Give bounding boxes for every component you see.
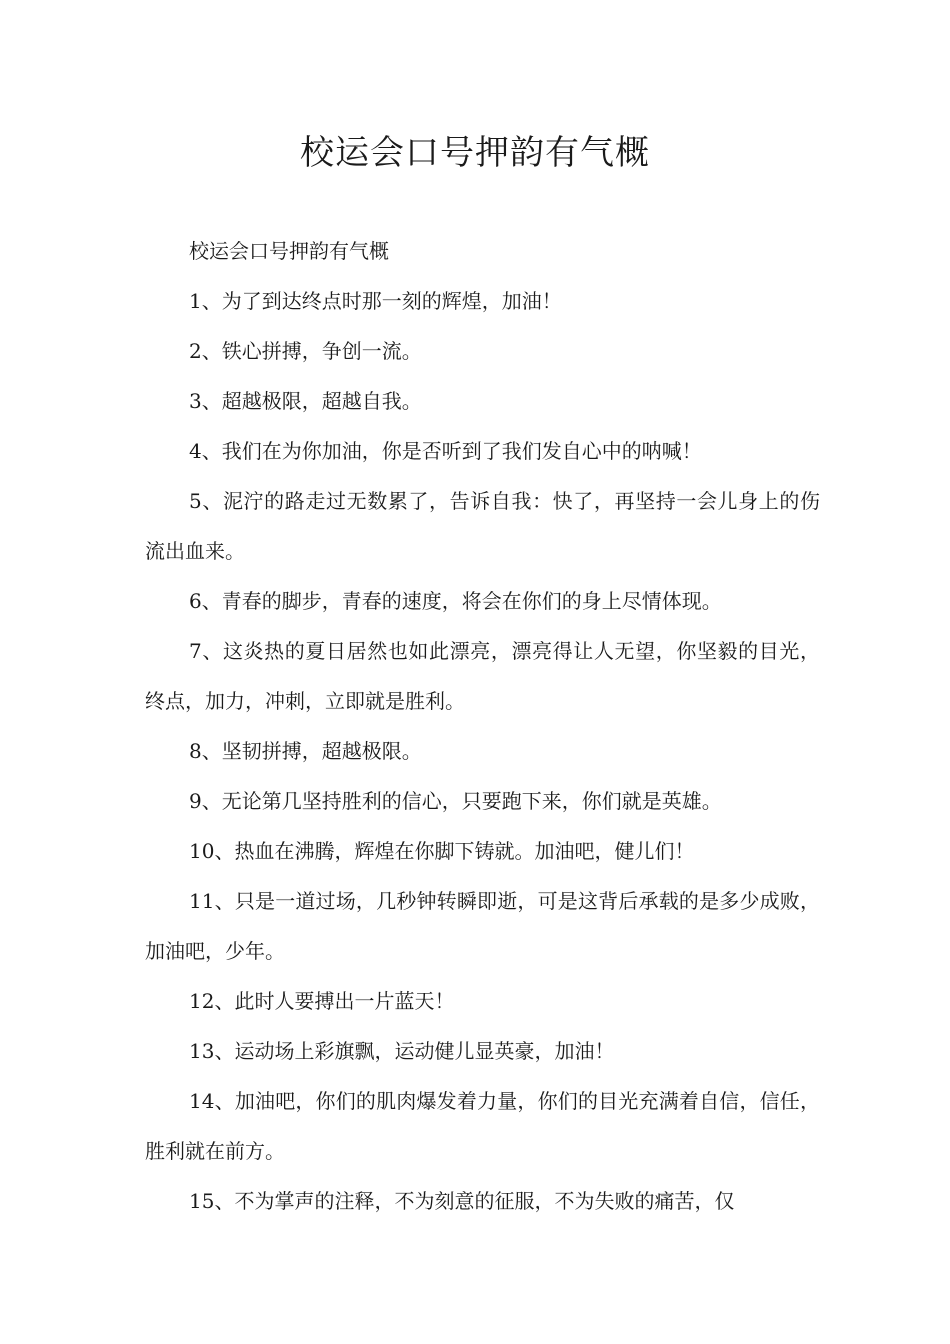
- slogan-item-13: 13、运动场上彩旗飘，运动健儿显英豪，加油！: [189, 1039, 615, 1063]
- slogan-item-4: 4、我们在为你加油，你是否听到了我们发自心中的呐喊！: [189, 439, 702, 463]
- slogan-item-3: 3、超越极限，超越自我。: [189, 389, 422, 413]
- slogan-item-11: 11、只是一道过场，几秒钟转瞬即逝，可是这背后承载的是多少成败，加油吧，少年。: [145, 889, 820, 963]
- slogan-item-2: 2、铁心拼搏，争创一流。: [189, 339, 422, 363]
- slogan-item-8: 8、坚韧拼搏，超越极限。: [189, 739, 422, 763]
- slogan-item-7: 7、这炎热的夏日居然也如此漂亮，漂亮得让人无望，你坚毅的目光，终点，加力，冲刺，立即就是胜利。: [145, 639, 820, 713]
- document-body: [145, 226, 820, 1226]
- slogan-item-9: 9、无论第几坚持胜利的信心，只要跑下来，你们就是英雄。: [189, 789, 722, 813]
- slogan-item-12: 12、此时人要搏出一片蓝天！: [189, 989, 455, 1013]
- slogan-item-1: 1、为了到达终点时那一刻的辉煌，加油！: [189, 289, 562, 313]
- slogan-item-5: 5、泥泞的路走过无数累了，告诉自我：快了，再坚持一会儿身上的伤流出血来。: [145, 489, 820, 563]
- slogan-item-10: 10、热血在沸腾，辉煌在你脚下铸就。加油吧，健儿们！: [189, 839, 695, 863]
- slogan-item-14: 14、加油吧，你们的肌肉爆发着力量，你们的目光充满着自信，信任，胜利就在前方。: [145, 1089, 820, 1163]
- document-title: 校运会口号押韵有气概: [300, 133, 650, 173]
- paragraph-subtitle: 校运会口号押韵有气概: [189, 239, 389, 263]
- slogan-item-6: 6、青春的脚步，青春的速度，将会在你们的身上尽情体现。: [189, 589, 722, 613]
- slogan-item-15: 15、不为掌声的注释，不为刻意的征服，不为失败的痛苦，仅: [189, 1189, 735, 1213]
